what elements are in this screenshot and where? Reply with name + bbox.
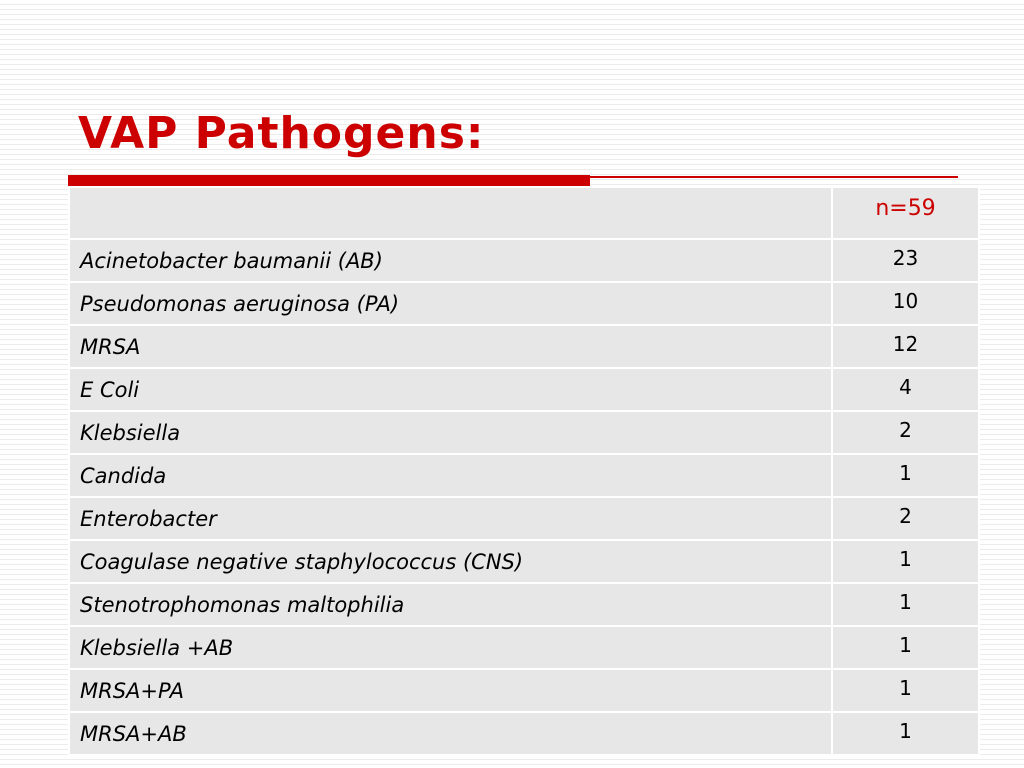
pathogen-count: 1	[832, 626, 979, 669]
header-sample-size: n=59	[832, 187, 979, 239]
table-row	[69, 239, 979, 282]
pathogen-count: 10	[832, 282, 979, 325]
table-row	[69, 497, 979, 540]
pathogen-name: Klebsiella	[69, 411, 832, 454]
table-row	[69, 540, 979, 583]
table-row	[69, 368, 979, 411]
pathogen-count: 2	[832, 411, 979, 454]
pathogen-name: Candida	[69, 454, 832, 497]
table-row	[69, 669, 979, 712]
pathogen-name: Pseudomonas aeruginosa (PA)	[69, 282, 832, 325]
header-pathogen-cell	[69, 187, 832, 239]
pathogen-count: 1	[832, 712, 979, 755]
table-row	[69, 712, 979, 755]
table-row	[69, 325, 979, 368]
pathogen-count: 1	[832, 454, 979, 497]
pathogen-count: 2	[832, 497, 979, 540]
pathogen-count: 4	[832, 368, 979, 411]
table-row	[69, 282, 979, 325]
pathogen-count: 12	[832, 325, 979, 368]
pathogen-name: MRSA+PA	[69, 669, 832, 712]
table-row	[69, 583, 979, 626]
title-underline-thick	[68, 175, 590, 186]
pathogen-name: MRSA	[69, 325, 832, 368]
pathogen-name: MRSA+AB	[69, 712, 832, 755]
pathogen-name: Stenotrophomonas maltophilia	[69, 583, 832, 626]
pathogen-name: Coagulase negative staphylococcus (CNS)	[69, 540, 832, 583]
pathogen-name: Enterobacter	[69, 497, 832, 540]
table-row	[69, 411, 979, 454]
title-underline-thin	[590, 176, 958, 178]
pathogen-name: Acinetobacter baumanii (AB)	[69, 239, 832, 282]
pathogen-count: 1	[832, 583, 979, 626]
table-row	[69, 454, 979, 497]
pathogen-table	[68, 186, 978, 756]
pathogen-count: 1	[832, 540, 979, 583]
pathogen-count: 1	[832, 669, 979, 712]
table-row	[69, 626, 979, 669]
pathogen-name: E Coli	[69, 368, 832, 411]
pathogen-name: Klebsiella +AB	[69, 626, 832, 669]
table-header-row	[69, 187, 979, 239]
slide-title: VAP Pathogens:	[78, 108, 485, 159]
pathogen-count: 23	[832, 239, 979, 282]
